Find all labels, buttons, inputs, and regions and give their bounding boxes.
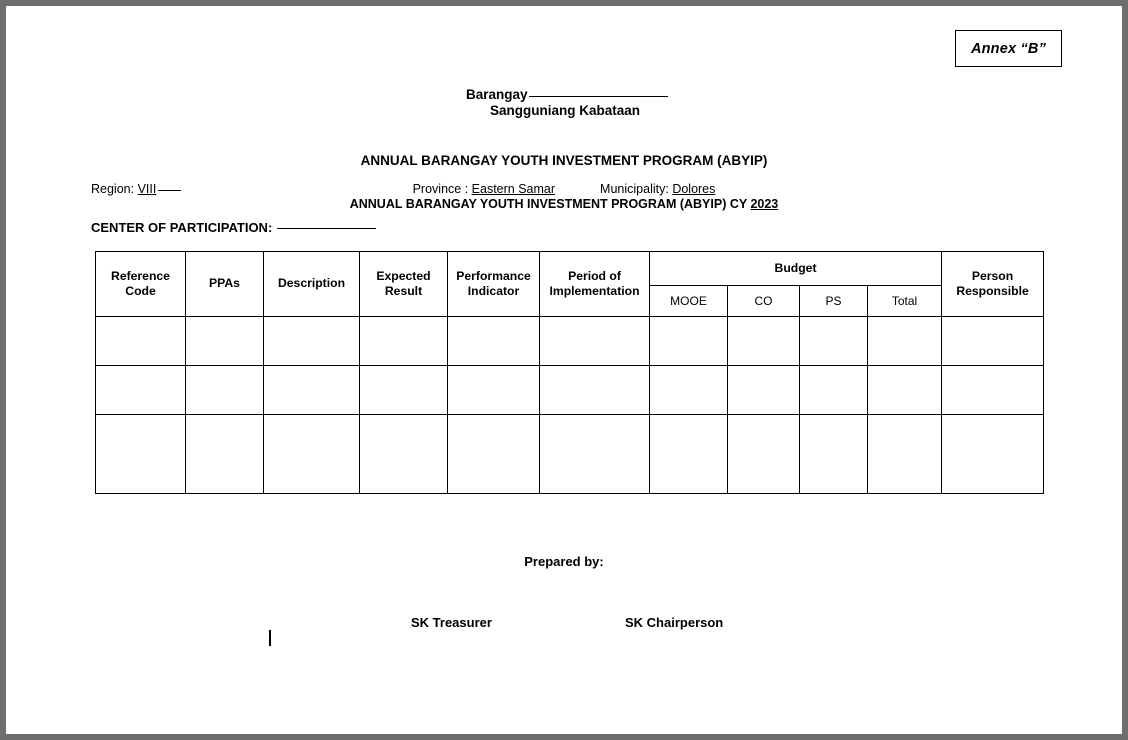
cell-ppas[interactable] xyxy=(186,415,264,494)
text-cursor-caret xyxy=(269,630,271,646)
center-of-participation-field xyxy=(91,220,376,235)
prepared-by-label: Prepared by: xyxy=(524,554,604,569)
center-of-participation-blank-underline[interactable] xyxy=(277,228,376,229)
abyip-table xyxy=(95,251,1044,494)
column-header-budget-co: CO xyxy=(728,286,800,317)
cell-description[interactable] xyxy=(264,415,360,494)
municipality-value[interactable]: Dolores xyxy=(672,182,716,196)
cell-person-responsible[interactable] xyxy=(942,317,1044,366)
column-header-reference-code: Reference Code xyxy=(96,252,186,317)
calendar-year-value[interactable]: 2023 xyxy=(750,197,779,211)
cell-budget-total[interactable] xyxy=(868,366,942,415)
page-subtitle xyxy=(6,197,1122,211)
cell-person-responsible[interactable] xyxy=(942,366,1044,415)
barangay-field xyxy=(466,87,668,102)
region-label: Region: xyxy=(91,182,135,196)
cell-budget-co[interactable] xyxy=(728,415,800,494)
province-value[interactable]: Eastern Samar xyxy=(471,182,556,196)
cell-description[interactable] xyxy=(264,317,360,366)
table-row xyxy=(96,415,1044,494)
column-header-budget-total: Total xyxy=(868,286,942,317)
cell-ppas[interactable] xyxy=(186,366,264,415)
cell-reference-code[interactable] xyxy=(96,415,186,494)
cell-expected-result[interactable] xyxy=(360,366,448,415)
region-value[interactable]: VIII xyxy=(137,182,157,196)
cell-budget-ps[interactable] xyxy=(800,415,868,494)
annex-label-text: Annex “B” xyxy=(970,40,1047,57)
cell-expected-result[interactable] xyxy=(360,317,448,366)
sangguniang-kabataan-label: Sangguniang Kabataan xyxy=(490,103,641,118)
cell-description[interactable] xyxy=(264,366,360,415)
province-municipality-field xyxy=(6,182,1122,196)
page-title: ANNUAL BARANGAY YOUTH INVESTMENT PROGRAM (ABYIP) xyxy=(360,153,768,168)
cell-budget-total[interactable] xyxy=(868,317,942,366)
cell-expected-result[interactable] xyxy=(360,415,448,494)
table-header-row-main xyxy=(96,252,1044,286)
column-header-ppas: PPAs xyxy=(186,252,264,317)
column-header-budget-mooe: MOOE xyxy=(650,286,728,317)
document-page xyxy=(6,6,1122,734)
cell-period-of-implementation[interactable] xyxy=(540,366,650,415)
column-header-performance-indicator: Performance Indicator xyxy=(448,252,540,317)
cell-period-of-implementation[interactable] xyxy=(540,415,650,494)
province-label: Province : xyxy=(412,182,469,196)
column-header-period-of-implementation: Period of Implementation xyxy=(540,252,650,317)
column-header-person-responsible: Person Responsible xyxy=(942,252,1044,317)
cell-budget-total[interactable] xyxy=(868,415,942,494)
signatory-sk-treasurer: SK Treasurer xyxy=(411,615,492,630)
cell-budget-ps[interactable] xyxy=(800,317,868,366)
cell-budget-mooe[interactable] xyxy=(650,366,728,415)
column-header-description: Description xyxy=(264,252,360,317)
table-row xyxy=(96,317,1044,366)
cell-person-responsible[interactable] xyxy=(942,415,1044,494)
cell-period-of-implementation[interactable] xyxy=(540,317,650,366)
annex-label-box xyxy=(955,30,1062,67)
municipality-label: Municipality: xyxy=(600,182,669,196)
barangay-blank-underline[interactable] xyxy=(529,96,668,97)
center-of-participation-label: CENTER OF PARTICIPATION: xyxy=(91,220,273,235)
cell-budget-co[interactable] xyxy=(728,317,800,366)
cell-budget-mooe[interactable] xyxy=(650,317,728,366)
cell-reference-code[interactable] xyxy=(96,366,186,415)
cell-budget-mooe[interactable] xyxy=(650,415,728,494)
cell-budget-co[interactable] xyxy=(728,366,800,415)
table-row xyxy=(96,366,1044,415)
cell-performance-indicator[interactable] xyxy=(448,415,540,494)
column-header-expected-result: Expected Result xyxy=(360,252,448,317)
cell-budget-ps[interactable] xyxy=(800,366,868,415)
cell-performance-indicator[interactable] xyxy=(448,366,540,415)
cell-reference-code[interactable] xyxy=(96,317,186,366)
column-header-budget: Budget xyxy=(650,252,942,286)
signatory-sk-chairperson: SK Chairperson xyxy=(625,615,724,630)
page-subtitle-text: ANNUAL BARANGAY YOUTH INVESTMENT PROGRAM (ABYIP) CY xyxy=(349,197,751,211)
column-header-budget-ps: PS xyxy=(800,286,868,317)
cell-performance-indicator[interactable] xyxy=(448,317,540,366)
barangay-label: Barangay xyxy=(466,87,528,102)
cell-ppas[interactable] xyxy=(186,317,264,366)
